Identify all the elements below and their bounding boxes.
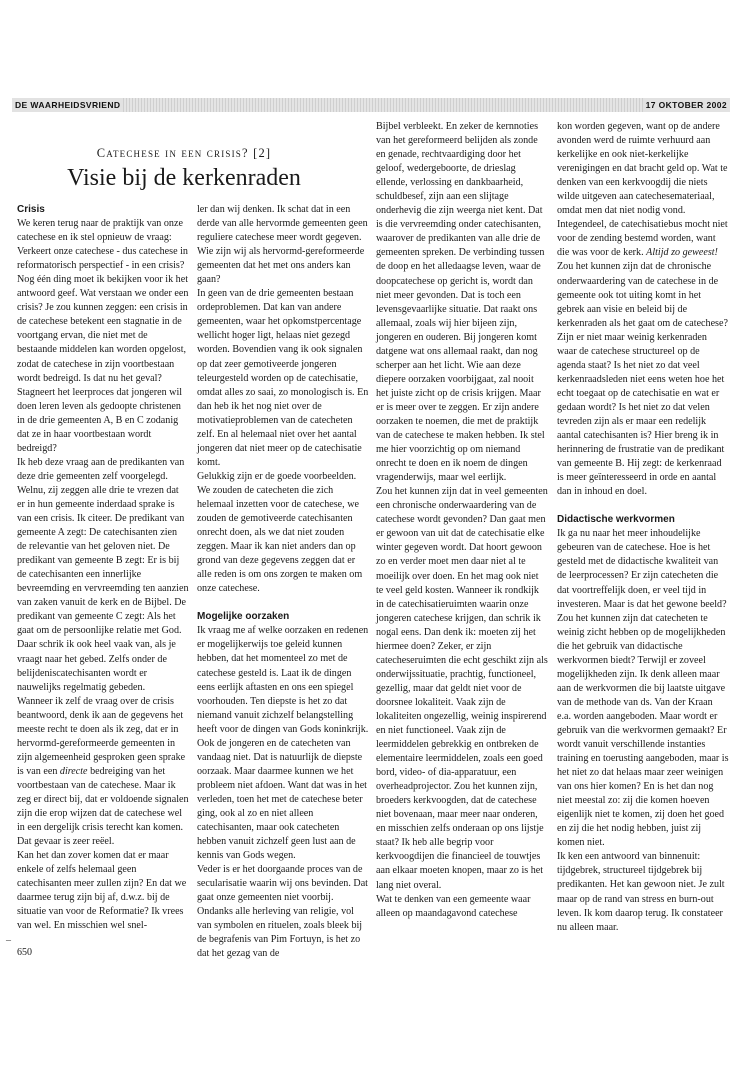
section-spacer [557,499,729,513]
paragraph: Gelukkig zijn er de goede voorbeelden. We zouden de catecheten die zich helemaal inzetten voor de catechese, we zouden de gemotiveerde catechisanten onrecht doen, als we dat niet zouden zeggen. Maar ik kan niet anders dan op grond van deze gegevens zeggen dat er alle reden is om ons zorgen te maken om onze catechese. [197,470,363,595]
paragraph: Zou het kunnen zijn dat in veel gemeenten een chronische onderwaardering van de catechese wordt gevonden? Dan gaat men er gewoon van uit dat de catechisatie elke winter gegeven wordt. Dat hoort gewoon zo en verder moet men daar niet al te moeilijk over doen. En het mag ook niet te veel geld kosten. Wanneer ik rondkijk in de catechisatieruimten waarin onze jongeren catechese krijgen, dan schrik ik nogal eens. Dan denk ik: moeten zij het hiermee doen? Zeker, er zijn catecheseruimten die echt geschikt zijn als onderwijssituatie, prachtig, functioneel, gezellig, maar dat geldt niet voor de doorsnee lokaliteit. Vaak zijn de lokaliteiten ongezellig, weinig inspirerend en niet functioneel. Vaak zijn de leermiddelen gebrekkig en ontbreken de elementaire leermiddelen, zoals een goed bord, video- of dia-apparatuur, een overheadprojector. Zou het kunnen zijn, broeders kerkvoogden, dat de catechese niet bovenaan, maar meer naar onderen, en misschien zelfs onderaan op ons lijstje staat? Ik heb alle begrip voor kerkvoogdijen die financieel de touwtjes aan elkaar moeten knopen, maar zo is het lang niet overal. [376,486,548,891]
paragraph: Bijbel verbleekt. En zeker de kernnoties van het gereformeerd belijden als zonde en genade, rechtvaardiging door het geloof, wedergeboorte, de drieslag ellende, verlossing en dankbaarheid, schuldbesef, zijn aan een slijtage onderhevig die zijn weerga niet kent. Dat is die vervreemding onder catechisanten, waarover de predikanten van alle drie de gemeenten spreken. De verbinding tussen de doop en het alledaagse leven, waar de doopcatechese op gericht is, wordt dan niet meer gevonden. Dat is toch een levensgevaarlijke situatie. Dat raakt ons allemaal, zoals wij hier bijeen zijn, jongeren en ouderen. Bij jongeren komt datgene wat ons allemaal raakt, dan nog scherper aan het licht. Wie aan deze diepere oorzaken voorbijgaat, zal nooit het juiste zicht op de crisis krijgen. Maar er is meer over te zeggen. Er zijn andere oorzaken te noemen, die met de praktijk van de catechese te maken hebben. Ik stel me hier voorzichtig op om niemand onrecht te doen en ik noem de dingen vragenderwijs, maar wel eerlijk. [376,121,545,484]
margin-mark: – [6,935,11,946]
section-heading-werkvormen: Didactische werkvormen [557,514,675,526]
article-kicker: Catechese in een crisis? [2] [96,146,272,160]
paragraph: Ik ga nu naar het meer inhoudelijke gebeuren van de catechese. Hoe is het gesteld met de didactische kwaliteit van de leerprocessen? Er zijn catecheten die dat voortreffelijk doen, er veel tijd in investeren. Maar is dat het gewone beeld? Zou het kunnen zijn dat catecheten te weinig zicht hebben op de mogelijkheden die het gebruik van didactische werkvormen biedt? Terwijl er zoveel mogelijkheden zijn. Ik denk alleen maar aan de werkvormen die bij laatste uitgave van de methode van ds. Van der Kraan e.a. worden aangeboden. Maar wordt er gebruik van die werkvormen gemaakt? Er wordt vanuit verschillende instanties training en toerusting aangeboden, maar is het niet zo dat helaas maar zeer weinigen van ons hier komen? En is het dan nog niet meestal zo: zij die komen hoeven eigenlijk niet te komen, zij doen het goed en zij die het nodig hebben, juist zij komen niet. [557,528,729,849]
page-number: 650 [17,947,32,958]
paragraph: Ik vraag me af welke oorzaken en redenen er mogelijkerwijs toe geleid kunnen hebben, dat het momenteel zo met de catechese gesteld is. Laat ik de dingen eens eerlijk aftasten en ons een spiegel voorhouden. Ten diepste is het zo dat niemand vanuit zichzelf belangstelling heeft voor de dingen van Gods koninkrijk. Ook de jongeren en de catecheten van vandaag niet. Dat is natuurlijk de diepste oorzaak. Maar daarmee kunnen we het probleem niet afdoen. Want dat was in het verleden, toen het met de catechese beter ging, ook al zo en niet alleen catechisanten, maar ook catecheten hebben vanuit zichzelf geen lust aan de kennis van Gods wegen. [197,625,369,862]
emphasis-text: Altijd zo geweest! [646,247,718,259]
paragraph-text: bedreiging van het voortbestaan van de catechese. Maar ik zeg er direct bij, dat er voldoende signalen zijn die erop wijzen dat de catechese wel in een dergelijk crisis terecht kan komen. Dat gevaar is zeer reëel. [17,765,189,848]
section-heading-oorzaken: Mogelijke oorzaken [197,611,290,623]
paragraph: ler dan wij denken. Ik schat dat in een derde van alle hervormde gemeenten geen reguliere catechese meer wordt gegeven. Wie zijn wij als hervormd-gereformeerde gemeenten dat het met ons anders kan gaan? [197,204,368,286]
paragraph: Kan het dan zover komen dat er maar enkele of zelfs helemaal geen catechisanten meer zullen zijn? En dat we daarmee terug zijn bij af, d.w.z. bij de situatie van voor de Reformatie? Ik vrees van wel. En misschien wel snel- [17,850,187,932]
masthead-bar [12,98,730,112]
paragraph: Veder is er het doorgaande proces van de secularisatie waarin wij ons bevinden. Dat gaat onze gemeenten niet voorbij. Ondanks alle herleving van religie, vol van symbolen en rituelen, zoals bleek bij de begrafenis van Pim Fortuyn, is het zo dat het gezag van de [197,864,368,960]
text-column-1 [17,203,189,933]
section-spacer [197,596,369,610]
issue-date: 17 OKTOBER 2002 [643,98,730,112]
text-column-4 [557,120,729,935]
text-column-3 [376,120,548,921]
publication-name: DE WAARHEIDSVRIEND [12,98,123,112]
paragraph [557,120,729,260]
section-heading-crisis: Crisis [17,204,45,215]
paragraph-text: kon worden gegeven, want op de andere avonden werd de ruimte verhuurd aan kerkelijke en ook niet-kerkelijke verenigingen en dat bracht geld op. Wat te denken van een kerkvoogdij die niets wilde uitgeven aan catechesemateriaal, omdat men dat niet nodig vond. Integendeel, de catechisatiebus mocht niet voor de zending bestemd worden, want die was voor de kerk. [557,121,728,259]
paragraph: We keren terug naar de praktijk van onze catechese en ik stel opnieuw de vraag: Verkeert onze catechese - dus catechese in reformatorisch perspectief - in een crisis? Nog één ding moet ik bekijken voor ik het antwoord geef. Wat verstaan we onder een crisis? Je zou kunnen zeggen: een crisis in de catechese betekent een stagnatie in de voortgang ervan, die niet met de bestaande middelen kan worden opgelost, zodat de catechese in zijn voortbestaan wordt bedreigd. Is dat nu het geval? Stagneert het leerproces dat jongeren wil doen leren leven als gedoopte christenen in de drie gemeenten A, B en C zodanig dat ze in haar voortbestaan wordt bedreigd? [17,218,189,454]
paragraph: Wat te denken van een gemeente waar alleen op maandagavond catechese [376,893,531,919]
paragraph: Ik heb deze vraag aan de predikanten van deze drie gemeenten zelf voorgelegd. Welnu, zij zeggen alle drie te vrezen dat er in hun gemeente inderdaad sprake is van een crisis. Ik citeer. De predikant van gemeente A zegt: De catechisanten zien de relevantie van het geloven niet. De predikant van gemeente B zegt: Er is bij de catechisanten een innerlijke bevreemding en vervreemding ten aanzien van zaken vanuit de kerk en de Bijbel. De predikant van gemeente C zegt: Als het gaat om de persoonlijke relatie met God. Daar schrik ik ook heel vaak van, als je vraagt naar het gebed. Zelfs onder de belijdeniscatechisanten wordt er nauwelijks regelmatig gebeden. [17,456,189,693]
paragraph-text: Wanneer ik zelf de vraag over de crisis beantwoord, denk ik aan de gegevens het meeste recht te doen als ik zeg, dat er in hervormd-gereformeerde gemeenten in zijn algemeenheid gesproken geen sprake is van een [17,695,186,777]
paragraph: In geen van de drie gemeenten bestaan ordeproblemen. Dat kan van andere gemeenten, waar het opkomstpercentage wellicht hoger ligt, helaas niet gezegd worden. Bovendien vang ik ook signalen op dat zeer gemotiveerde jongeren teleurgesteld worden op de catechisatie, omdat alles zo saai, zo monologisch is. En dan heb ik het nog niet over de motivatieproblemen van de catecheten zelf. En al helemaal niet over het aantal jongeren dat niet meer op de catechisatie komt. [197,288,369,468]
paragraph: Zou het kunnen zijn dat de chronische onderwaardering van de catechese in de gemeente ook tot uiting komt in het gebrek aan visie en beleid bij de kerkenraden als het gaat om de catechese? Zijn er niet maar weinig kerkenraden waar de catechese structureel op de agenda staat? Is het niet zo dat veel kerkenraadsleden niet eens weten hoe het echt toegaat op de catechisatie en wat er gedaan wordt? Is het niet zo dat velen tevreden zijn als er maar een redelijk aantal catechisanten is? Hier breng ik in herinnering de frustratie van de predikant van gemeente B. Hij zegt: de kerkenraad is meer geïnteresseerd in orde en aantal dan in inhoud en doel. [557,261,728,498]
text-column-2 [197,203,369,961]
paragraph: Ik ken een antwoord van binnenuit: tijdgebrek, structureel tijdgebrek bij predikanten. Het kan gewoon niet. Je zult maar op de rand van stress en burn-out leven. Ik kom daarop terug. Ik constateer nu alleen maar. [557,851,725,933]
paragraph [17,695,189,850]
emphasis-text: directe [59,765,88,777]
article-title: Visie bij de kerkenraden [67,165,301,191]
